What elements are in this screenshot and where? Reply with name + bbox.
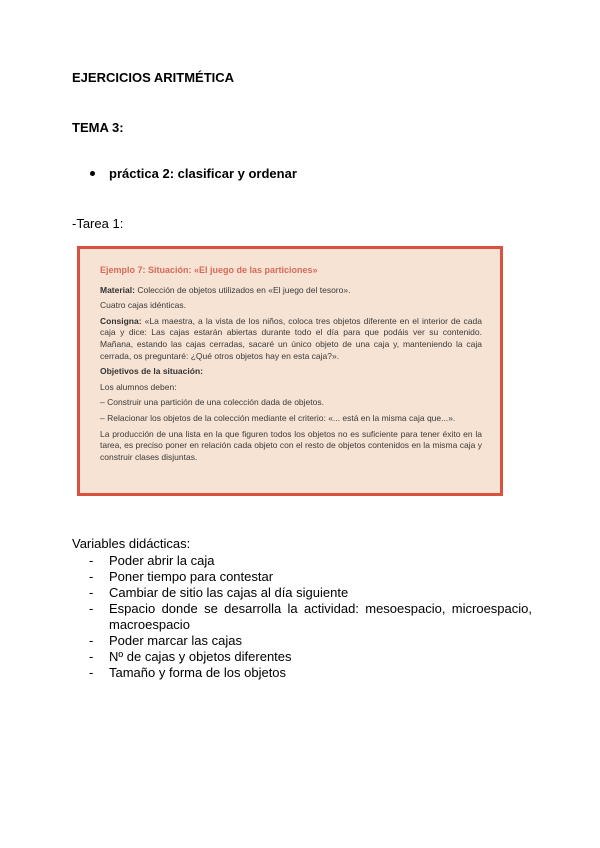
dash-marker: -	[89, 601, 94, 616]
dash-marker: -	[89, 585, 94, 600]
objetivos-heading: Objetivos de la situación:	[100, 366, 203, 377]
list-item	[72, 649, 532, 665]
list-item-text: Poder abrir la caja	[109, 553, 215, 568]
list-item	[72, 569, 532, 585]
material-label: Material:	[100, 284, 135, 295]
material-text: Colección de objetos utilizados en «El juego del tesoro».	[134, 284, 351, 295]
document-title: EJERCICIOS ARITMÉTICA	[72, 70, 235, 85]
objetivo-2: – Relacionar los objetos de la colección mediante el criterio: «... está en la misma caja que...».	[100, 412, 456, 423]
list-item-text: Nº de cajas y objetos diferentes	[109, 649, 292, 664]
example-figure	[77, 246, 503, 496]
practica-label: práctica 2: clasificar y ordenar	[109, 166, 297, 181]
figure-conclusion: La producción de una lista en la que figuren todos los objetos no es suficiente para tener éxito en la tarea, es preciso poner en relación cada objeto con el resto de objetos contenidos en la misma caja y construir clases disjuntas.	[100, 428, 482, 462]
figure-title: Ejemplo 7: Situación: «El juego de las particiones»	[100, 265, 318, 275]
list-item-text: Poner tiempo para contestar	[109, 569, 274, 584]
objetivos-label	[100, 366, 482, 378]
alumnos-text: Los alumnos deben:	[100, 381, 177, 392]
list-item-text: Cambiar de sitio las cajas al día siguiente	[109, 585, 349, 600]
list-item	[72, 553, 532, 569]
consigna-text: «La maestra, a la vista de los niños, coloca tres objetos diferente en el interior de cada caja y dice: Las cajas estarán abiertas durante todo el día para que podáis ver su contenido. Mañana, estando las cajas cerradas, sacaré un único objeto de una caja y, manteniendo la caja cerrada, os preguntaré: ¿Qué otros objetos hay en esta caja?».	[100, 315, 482, 361]
dash-marker: -	[89, 665, 94, 680]
variables-heading: Variables didácticas:	[72, 536, 191, 551]
bullet-practica	[90, 166, 297, 181]
section-heading: TEMA 3:	[72, 120, 124, 135]
list-item	[72, 585, 532, 601]
bullet-dot-icon	[90, 171, 95, 176]
dash-marker: -	[89, 633, 94, 648]
list-item-text: Tamaño y forma de los objetos	[109, 665, 287, 680]
list-item	[72, 601, 532, 633]
dash-marker: -	[89, 569, 94, 584]
figure-consigna	[100, 316, 482, 362]
variables-list	[72, 553, 532, 681]
consigna-label: Consigna:	[100, 315, 142, 326]
task-label: -Tarea 1:	[72, 216, 124, 231]
list-item-text: Poder marcar las cajas	[109, 633, 242, 648]
dash-marker: -	[89, 649, 94, 664]
list-item	[72, 665, 532, 681]
figure-material	[100, 285, 482, 297]
dash-marker: -	[89, 553, 94, 568]
list-item	[72, 633, 532, 649]
figure-material-extra: Cuatro cajas idénticas.	[100, 300, 186, 311]
list-item-text: Espacio donde se desarrolla la actividad: mesoespacio, microespacio, macroespacio	[109, 601, 532, 632]
objetivo-1: – Construir una partición de una colección dada de objetos.	[100, 397, 324, 408]
